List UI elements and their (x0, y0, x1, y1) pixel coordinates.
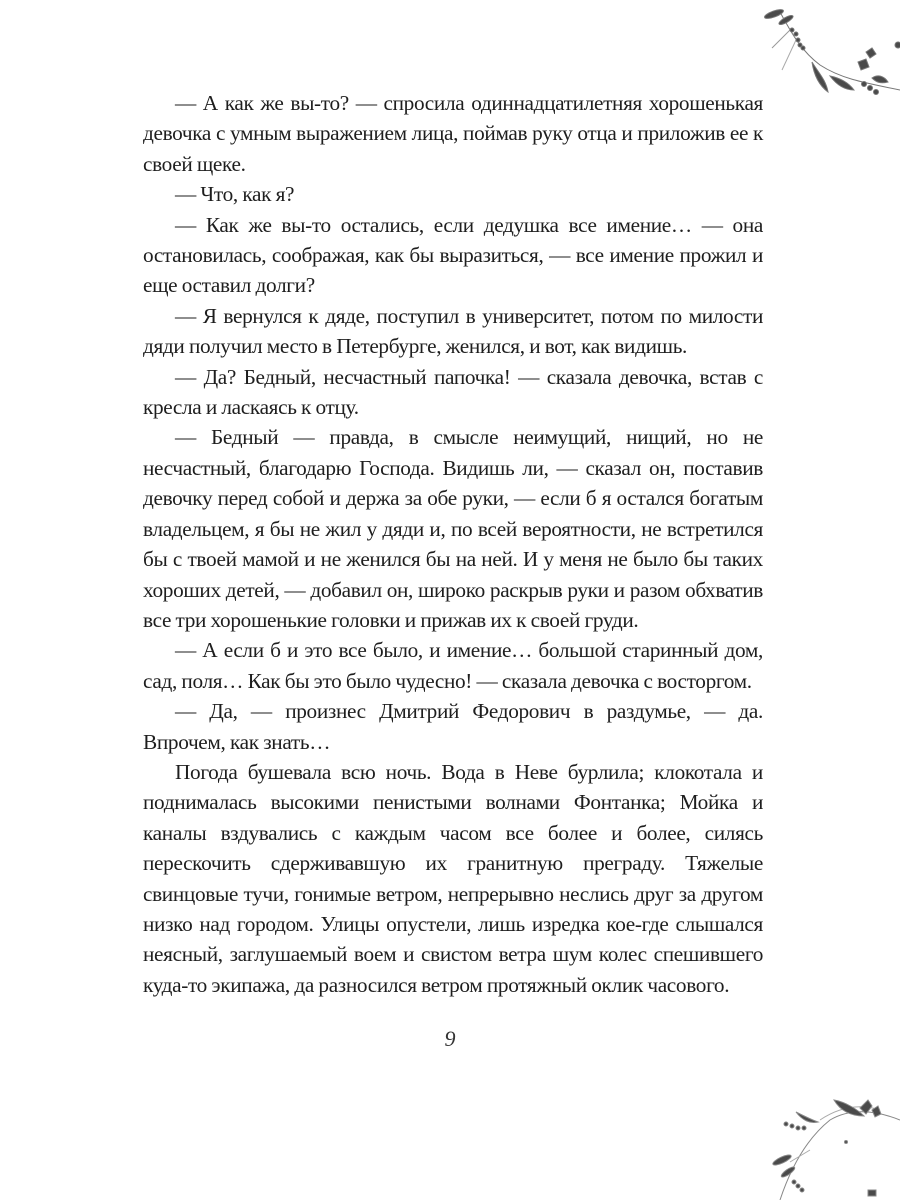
paragraph: — Да, — произнес Дмитрий Федорович в раздумье, — да. Впрочем, как знать… (143, 699, 763, 754)
floral-wreath-icon (760, 0, 900, 110)
paragraph: — Что, как я? (175, 182, 295, 207)
paragraph: — Да? Бедный, несчастный папочка! — сказала девочка, встав с кресла и ласкаясь к отцу. (143, 364, 763, 420)
page-number: 9 (444, 1026, 456, 1052)
paragraph: Погода бушевала всю ночь. Вода в Неве бурлила; клокотала и поднималась высокими пенистыми волнами Фонтанка; Мойка и каналы вздувались с каждым часом все более и более, силясь перескочить сдерживавшую их гранитную преграду. Тяжелые свинцовые тучи, гонимые ветром, непрерывно неслись друг за другом низко над городом. Улицы опустели, лишь изредка кое-где слышался неясный, заглушаемый воем и свистом ветра шум колес спешившего куда-то экипажа, да разносился ветром протяжный оклик часового. (143, 759, 763, 997)
body-text (143, 88, 763, 1000)
floral-wreath-icon (760, 1080, 900, 1200)
paragraph: — А как же вы-то? — спросила одиннадцатилетняя хорошенькая девочка с умным выражением лица, поймав руку отца и приложив ее к своей щеке. (143, 91, 763, 176)
paragraph: — А если б и это все было, и имение… большой старинный дом, сад, поля… Как бы это было чудесно! — сказала девочка с восторгом. (143, 638, 763, 693)
paragraph: — Я вернулся к дяде, поступил в университет, потом по милости дяди получил место в Петербурге, женился, и вот, как видишь. (143, 303, 763, 359)
paragraph: — Как же вы-то остались, если дедушка все имение… — она остановилась, соображая, как бы выразиться, — все имение прожил и еще оставил долги? (143, 212, 763, 298)
paragraph: — Бедный — правда, в смысле неимущий, нищий, но не несчастный, благодарю Господа. Видишь ли, — сказал он, поставив девочку перед собой и держа за обе руки, — если б я остался богатым владельцем, я бы не жил у дяди и, по всей вероятности, не встретился бы с твоей мамой и не женился бы на ней. И у меня не было бы таких хороших детей, — добавил он, широко раскрыв руки и разом обхватив все три хорошенькие головки и прижав их к своей груди. (143, 425, 763, 632)
